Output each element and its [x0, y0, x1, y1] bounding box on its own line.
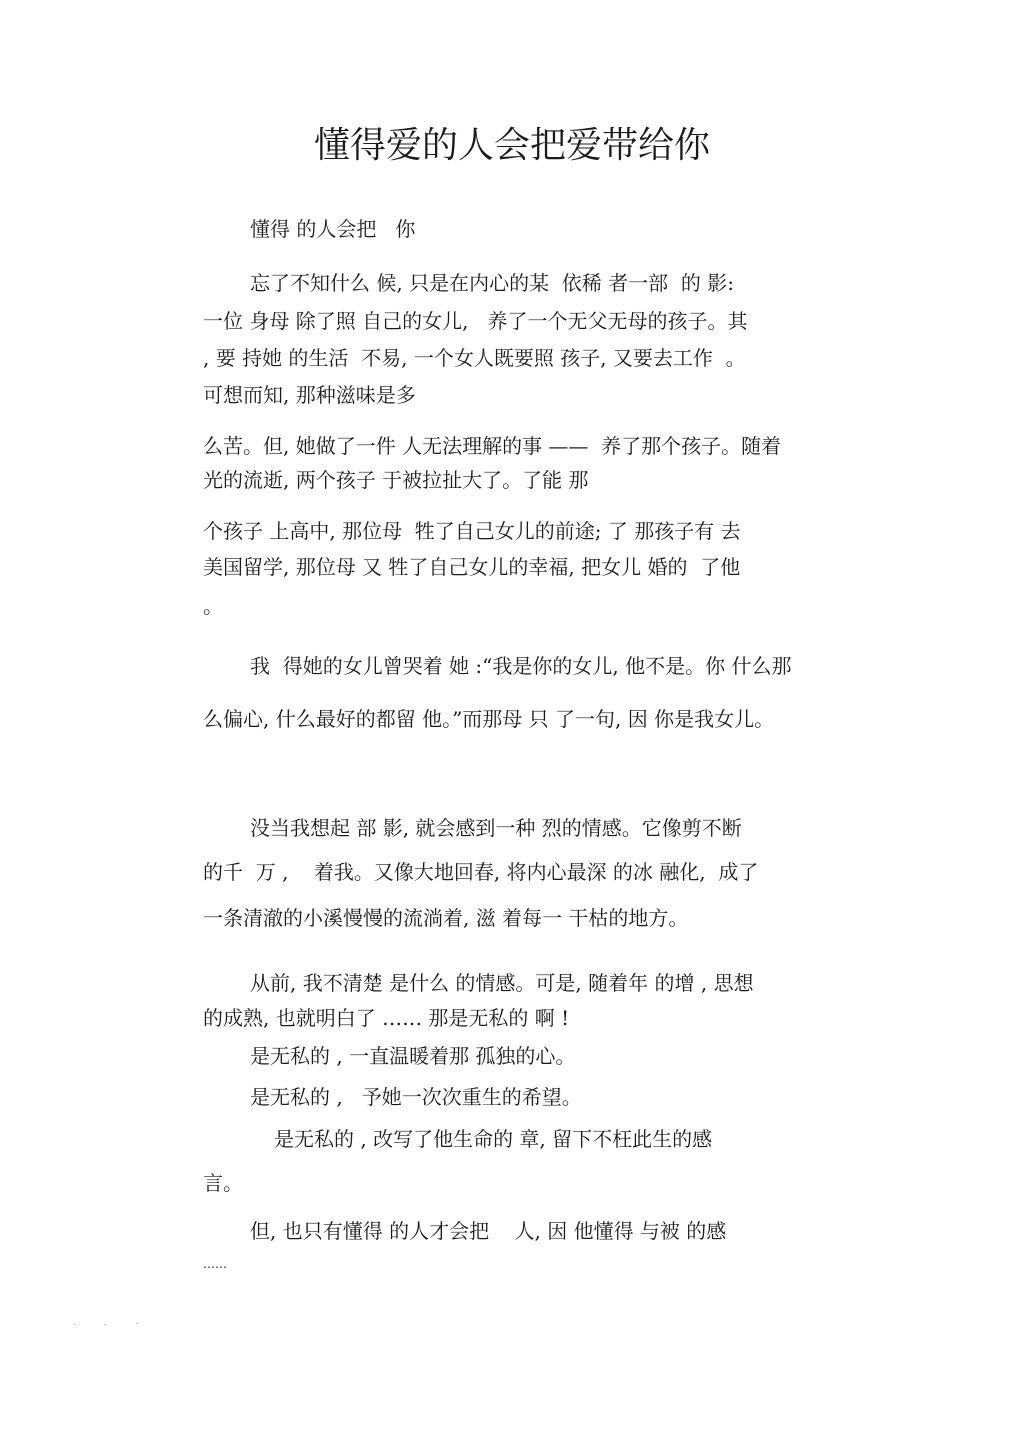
- text-line: 么苦。但, 她做了一件 人无法理解的事 —— 养了那个孩子。随着: [203, 434, 782, 458]
- text-line: 的千 万 , 着我。又像大地回春, 将内心最深 的冰 融化, 成了: [203, 860, 759, 884]
- text-line: 可想而知, 那种滋味是多: [203, 383, 416, 407]
- text-line: 忘了不知什么 候, 只是在内心的某 依稀 者一部 的 影:: [250, 271, 734, 295]
- text-line: 个孩子 上高中, 那位母 牲了自己女儿的前途; 了 那孩子有 去: [203, 519, 741, 543]
- document-subtitle: 懂得 的人会把 你: [250, 217, 416, 241]
- text-line: 美国留学, 那位母 又 牲了自己女儿的幸福, 把女儿 婚的 了他: [203, 555, 741, 579]
- scan-speck: [74, 1324, 76, 1325]
- text-line: 的成熟, 也就明白了 …… 那是无私的 啊 !: [203, 1006, 570, 1030]
- text-line: 是无私的 , 改写了他生命的 章, 留下不枉此生的感: [274, 1127, 713, 1151]
- text-line: 一条清澈的小溪慢慢的流淌着, 滋 着每一 干枯的地方。: [203, 906, 689, 930]
- ellipsis-text: ……: [203, 1257, 227, 1271]
- text-line: 是无私的 , 予她一次次重生的希望。: [250, 1085, 582, 1109]
- text-line: 一位 身母 除了照 自己的女儿, 养了一个无父无母的孩子。其: [203, 309, 748, 333]
- text-line: 但, 也只有懂得 的人才会把 人, 因 他懂得 与被 的感: [250, 1219, 727, 1243]
- scan-speck: [104, 1324, 106, 1325]
- text-line: 言。: [203, 1171, 243, 1195]
- text-line: 没当我想起 部 影, 就会感到一种 烈的情感。它像剪不断: [250, 816, 742, 840]
- text-line: , 要 持她 的生活 不易, 一个女人既要照 孩子, 又要去工作 。: [203, 346, 746, 370]
- text-line: 。: [203, 594, 223, 618]
- scan-specks: [74, 1322, 154, 1328]
- text-line: 从前, 我不清楚 是什么 的情感。可是, 随着年 的增 , 思想: [250, 971, 754, 995]
- document-title: 懂得爱的人会把爱带给你: [313, 125, 710, 166]
- text-line: 是无私的 , 一直温暖着那 孤独的心。: [250, 1044, 576, 1068]
- text-line: 我 得她的女儿曾哭着 她 :“我是你的女儿, 他不是。你 什么那: [250, 654, 792, 678]
- scan-speck: [136, 1323, 138, 1324]
- text-line: 么偏心, 什么最好的都留 他。”而那母 只 了一句, 因 你是我女儿。: [203, 707, 775, 731]
- text-line: 光的流逝, 两个孩子 于被拉扯大了。了能 那: [203, 468, 589, 492]
